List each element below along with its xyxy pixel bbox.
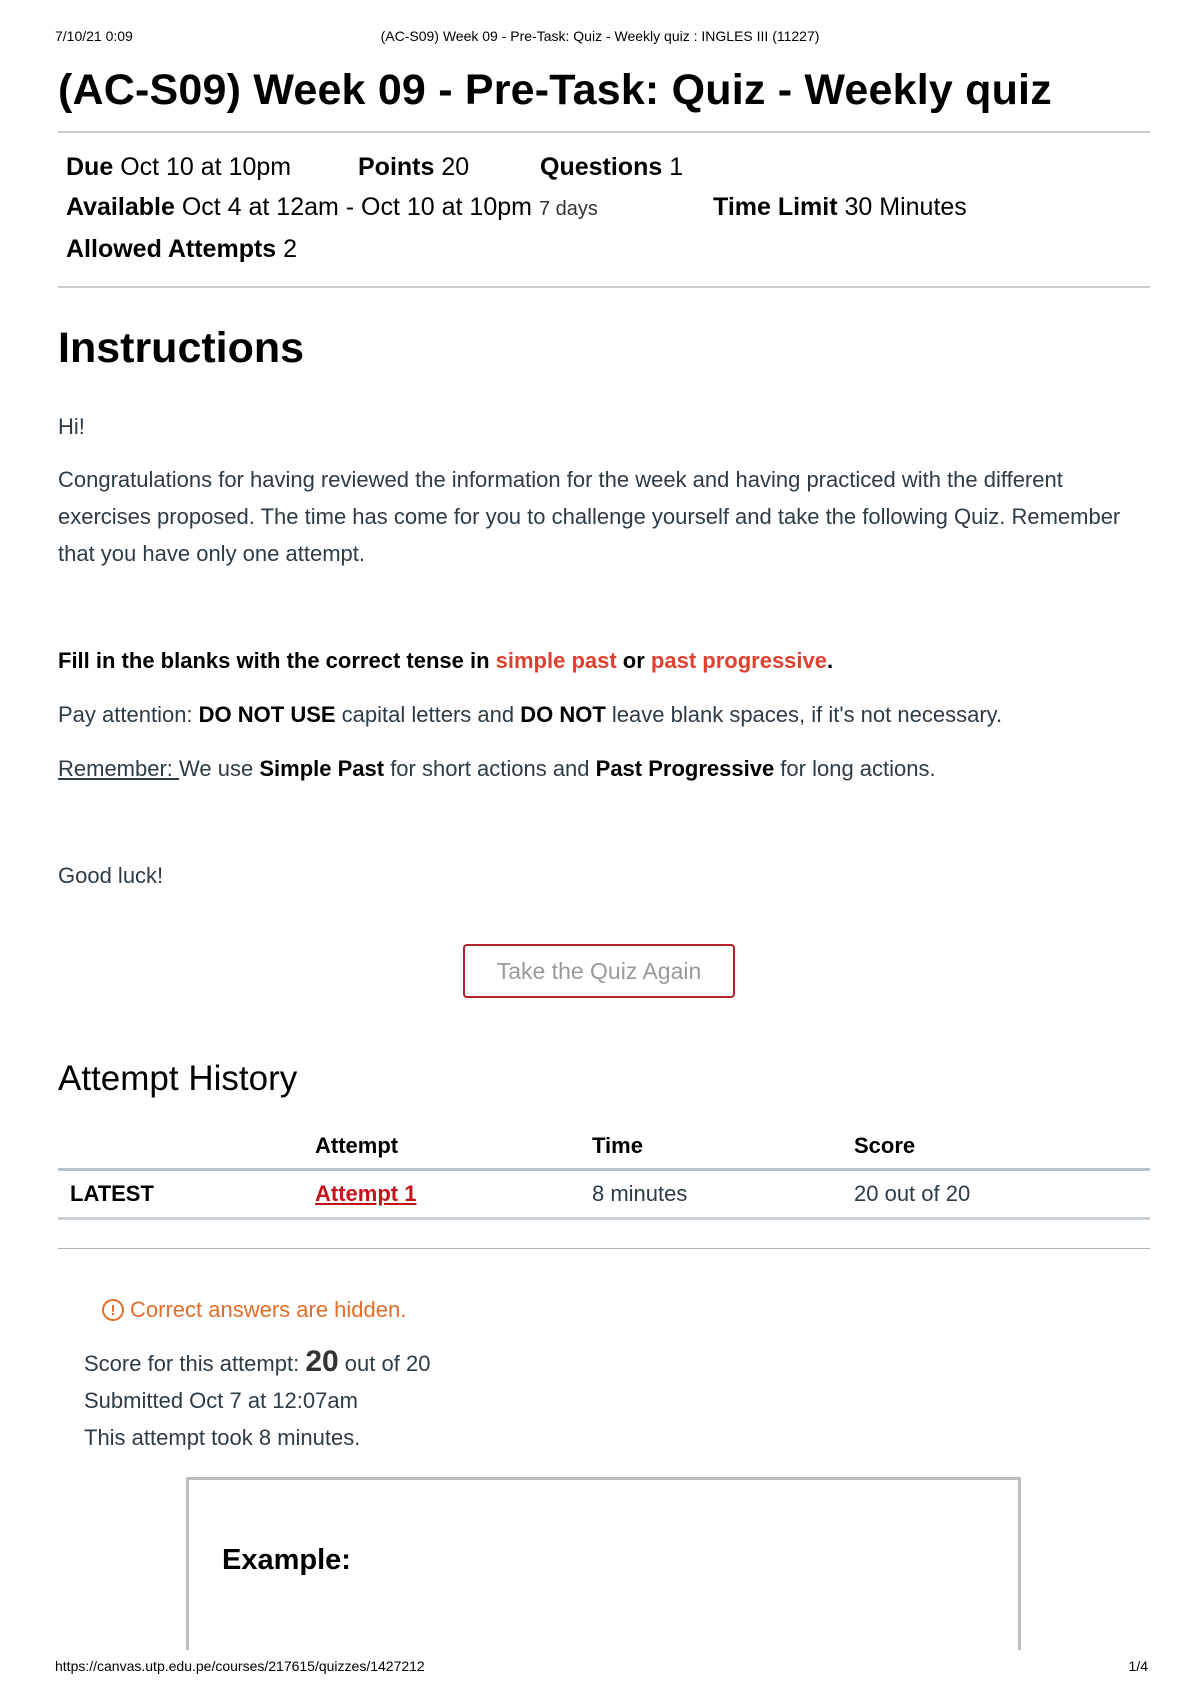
questions-item <box>540 147 683 187</box>
score-cell: 20 out of 20 <box>854 1170 1150 1219</box>
fill-suffix: . <box>827 648 834 673</box>
divider <box>58 286 1150 288</box>
print-page-number: 1/4 <box>1128 1658 1148 1674</box>
answers-hidden-text: Correct answers are hidden. <box>130 1297 407 1322</box>
attempt-score-line <box>84 1343 1150 1382</box>
pay-do-not: DO NOT <box>520 702 606 727</box>
remember-b: for short actions and <box>384 756 596 781</box>
due-label: Due <box>66 153 114 181</box>
instructions-heading: Instructions <box>58 324 305 372</box>
column-header-label <box>58 1124 315 1170</box>
past-progressive-highlight: past progressive <box>650 648 827 673</box>
questions-label: Questions <box>540 153 663 181</box>
points-value: 20 <box>441 153 470 181</box>
fill-instruction <box>58 642 1150 679</box>
score-prefix: Score for this attempt: <box>84 1351 306 1376</box>
fill-prefix: Fill in the blanks with the correct tense in <box>58 648 496 673</box>
due-value: Oct 10 at 10pm <box>120 153 292 181</box>
divider <box>58 1248 1150 1249</box>
quiz-title: (AC-S09) Week 09 - Pre-Task: Quiz - Weekly quiz <box>58 66 1052 114</box>
example-label: Example: <box>222 1544 351 1576</box>
attempt-score-value: 20 <box>305 1345 339 1378</box>
good-luck-text: Good luck! <box>58 863 164 888</box>
due-item <box>66 147 358 187</box>
pay-attention-text <box>58 696 1150 733</box>
remember-simple-past: Simple Past <box>259 756 385 781</box>
pay-middle: capital letters and <box>335 702 521 727</box>
congrats-text: Congratulations for having reviewed the information for the week and having practiced with the different exercises proposed. The time has come for you to challenge yourself and take the following Quiz. Remember that you have only one attempt. <box>58 467 1121 566</box>
questions-value: 1 <box>669 153 684 181</box>
time-limit-value: 30 Minutes <box>844 193 967 221</box>
attempt-history-heading: Attempt History <box>58 1059 298 1098</box>
warning-circle-icon: ! <box>102 1299 124 1321</box>
attempt-history-table <box>58 1124 1150 1220</box>
remember-text <box>58 750 1150 787</box>
pay-suffix: leave blank spaces, if it's not necessary. <box>605 702 1003 727</box>
greeting-text: Hi! <box>58 414 85 439</box>
print-date: 7/10/21 0:09 <box>55 28 133 44</box>
score-suffix: out of 20 <box>338 1351 431 1376</box>
time-cell: 8 minutes <box>592 1170 854 1219</box>
quiz-details-row-1 <box>66 147 1142 187</box>
print-header <box>0 28 1200 48</box>
print-document-title: (AC-S09) Week 09 - Pre-Task: Quiz - Weekly quiz : INGLES III (11227) <box>380 28 820 44</box>
simple-past-highlight: simple past <box>495 648 617 673</box>
remember-label: Remember: <box>58 756 180 781</box>
column-header-time: Time <box>592 1124 854 1170</box>
pay-do-not-use: DO NOT USE <box>198 702 336 727</box>
allowed-attempts-label: Allowed Attempts <box>66 235 277 263</box>
quiz-details-row-3 <box>66 229 1142 269</box>
points-label: Points <box>358 153 435 181</box>
time-limit-label: Time Limit <box>713 193 838 221</box>
column-header-score: Score <box>854 1124 1150 1170</box>
print-footer <box>0 1658 1200 1678</box>
table-row <box>58 1170 1150 1219</box>
attempt-cell <box>315 1170 592 1219</box>
allowed-attempts-value: 2 <box>283 235 298 263</box>
allowed-attempts-item <box>66 229 297 269</box>
pay-prefix: Pay attention: <box>58 702 199 727</box>
take-again-wrapper <box>58 944 1150 998</box>
take-quiz-again-button[interactable]: Take the Quiz Again <box>463 944 735 998</box>
remember-c: for long actions. <box>774 756 936 781</box>
quiz-details <box>58 133 1150 283</box>
attempt-info <box>84 1343 1150 1456</box>
available-days: 7 days <box>538 198 598 220</box>
remember-past-progressive: Past Progressive <box>595 756 775 781</box>
fill-or: or <box>616 648 651 673</box>
points-item <box>358 147 540 187</box>
attempt-1-link[interactable]: Attempt 1 <box>315 1181 417 1206</box>
question-box <box>186 1477 1021 1677</box>
answers-hidden-notice <box>102 1297 1150 1323</box>
latest-label: LATEST <box>58 1170 315 1219</box>
available-item <box>66 187 713 229</box>
submitted-line: Submitted Oct 7 at 12:07am <box>84 1388 358 1413</box>
time-limit-item <box>713 187 967 229</box>
quiz-details-row-2 <box>66 187 1142 229</box>
table-header-row <box>58 1124 1150 1170</box>
print-url: https://canvas.utp.edu.pe/courses/217615/quizzes/1427212 <box>55 1658 425 1674</box>
duration-line: This attempt took 8 minutes. <box>84 1425 361 1450</box>
available-label: Available <box>66 193 175 221</box>
column-header-attempt: Attempt <box>315 1124 592 1170</box>
remember-a: We use <box>179 756 260 781</box>
quiz-page-content <box>58 60 1150 1456</box>
available-value: Oct 4 at 12am - Oct 10 at 10pm <box>181 193 532 221</box>
